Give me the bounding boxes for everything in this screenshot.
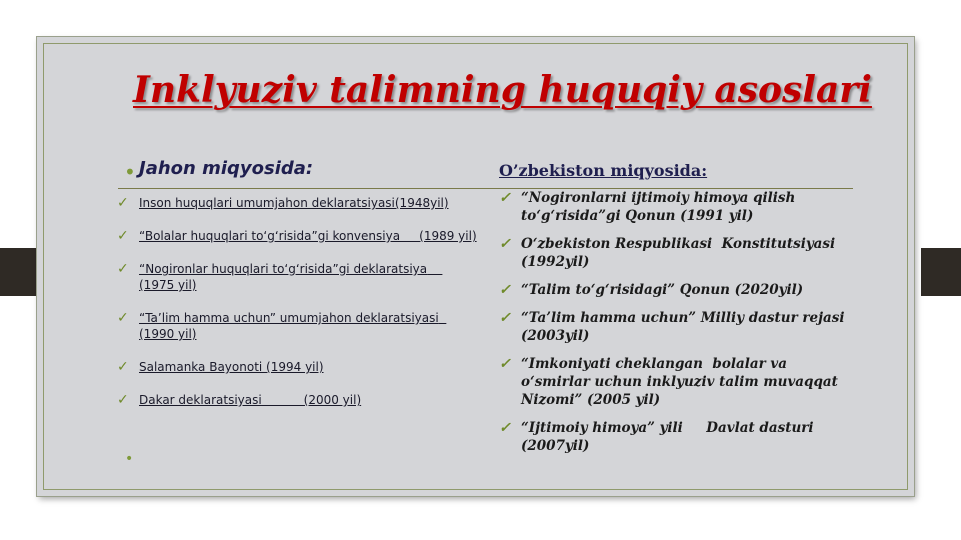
left-heading: [125, 158, 313, 179]
list-item: ✓ “Imkoniyati cheklangan bolalar va o‘smirlar uchun inklyuziv talim muvaqqat Nizomi” (2005 yil): [499, 356, 843, 408]
checkmark-icon: ✓: [117, 195, 129, 211]
checkmark-icon: ✓: [117, 359, 129, 375]
list-item: ✓ “Bolalar huquqlari to‘g‘risida”gi konvensiya (1989 yil): [117, 228, 477, 244]
checkmark-icon: ✓: [499, 282, 511, 298]
list-item: ✓ Salamanka Bayonoti (1994 yil): [117, 359, 324, 375]
right-list: [499, 189, 859, 465]
checkmark-icon: ✓: [117, 261, 129, 277]
list-item: ✓ “Ta’lim hamma uchun” Milliy dastur rejasi (2003yil): [499, 310, 850, 344]
list-item: ✓ O‘zbekiston Respublikasi Konstitutsiyasi (1992yil): [499, 236, 840, 270]
left-edge-tab: [0, 248, 40, 296]
list-item: ✓ Dakar deklaratsiyasi (2000 yil): [117, 392, 362, 408]
checkmark-icon: ✓: [499, 356, 511, 372]
left-list: [117, 195, 477, 425]
list-item: ✓ “Nogironlar huquqlari to‘g‘risida”gi deklaratsiya (1975 yil): [117, 261, 443, 292]
right-heading: O’zbekiston miqyosida:: [499, 161, 708, 180]
checkmark-icon: ✓: [499, 310, 511, 326]
list-item: ✓ “Ta’lim hamma uchun” umumjahon deklaratsiyasi (1990 yil): [117, 310, 447, 341]
checkmark-icon: ✓: [499, 420, 511, 436]
checkmark-icon: ✓: [117, 392, 129, 408]
list-item: ✓ “Talim to‘g‘risidagi” Qonun (2020yil): [499, 282, 804, 298]
left-heading-text: Jahon miqyosida:: [139, 158, 314, 179]
list-item: ✓ Inson huquqlari umumjahon deklaratsiyasi(1948yil): [117, 195, 449, 211]
empty-bullet-icon: •: [125, 451, 134, 467]
checkmark-icon: ✓: [117, 310, 129, 326]
round-bullet-icon: •: [124, 160, 136, 184]
checkmark-icon: ✓: [499, 190, 511, 206]
checkmark-icon: ✓: [117, 228, 129, 244]
checkmark-icon: ✓: [499, 236, 511, 252]
slide-panel: [37, 37, 914, 496]
slide-title: Inklyuziv talimning huquqiy asoslari: [133, 69, 872, 111]
list-item: ✓ “Ijtimoiy himoya” yili Davlat dasturi (2007yil): [499, 420, 819, 454]
right-edge-tab: [921, 248, 961, 296]
list-item: ✓ “Nogironlarni ijtimoiy himoya qilish to‘g‘risida”gi Qonun (1991 yil): [499, 190, 801, 224]
